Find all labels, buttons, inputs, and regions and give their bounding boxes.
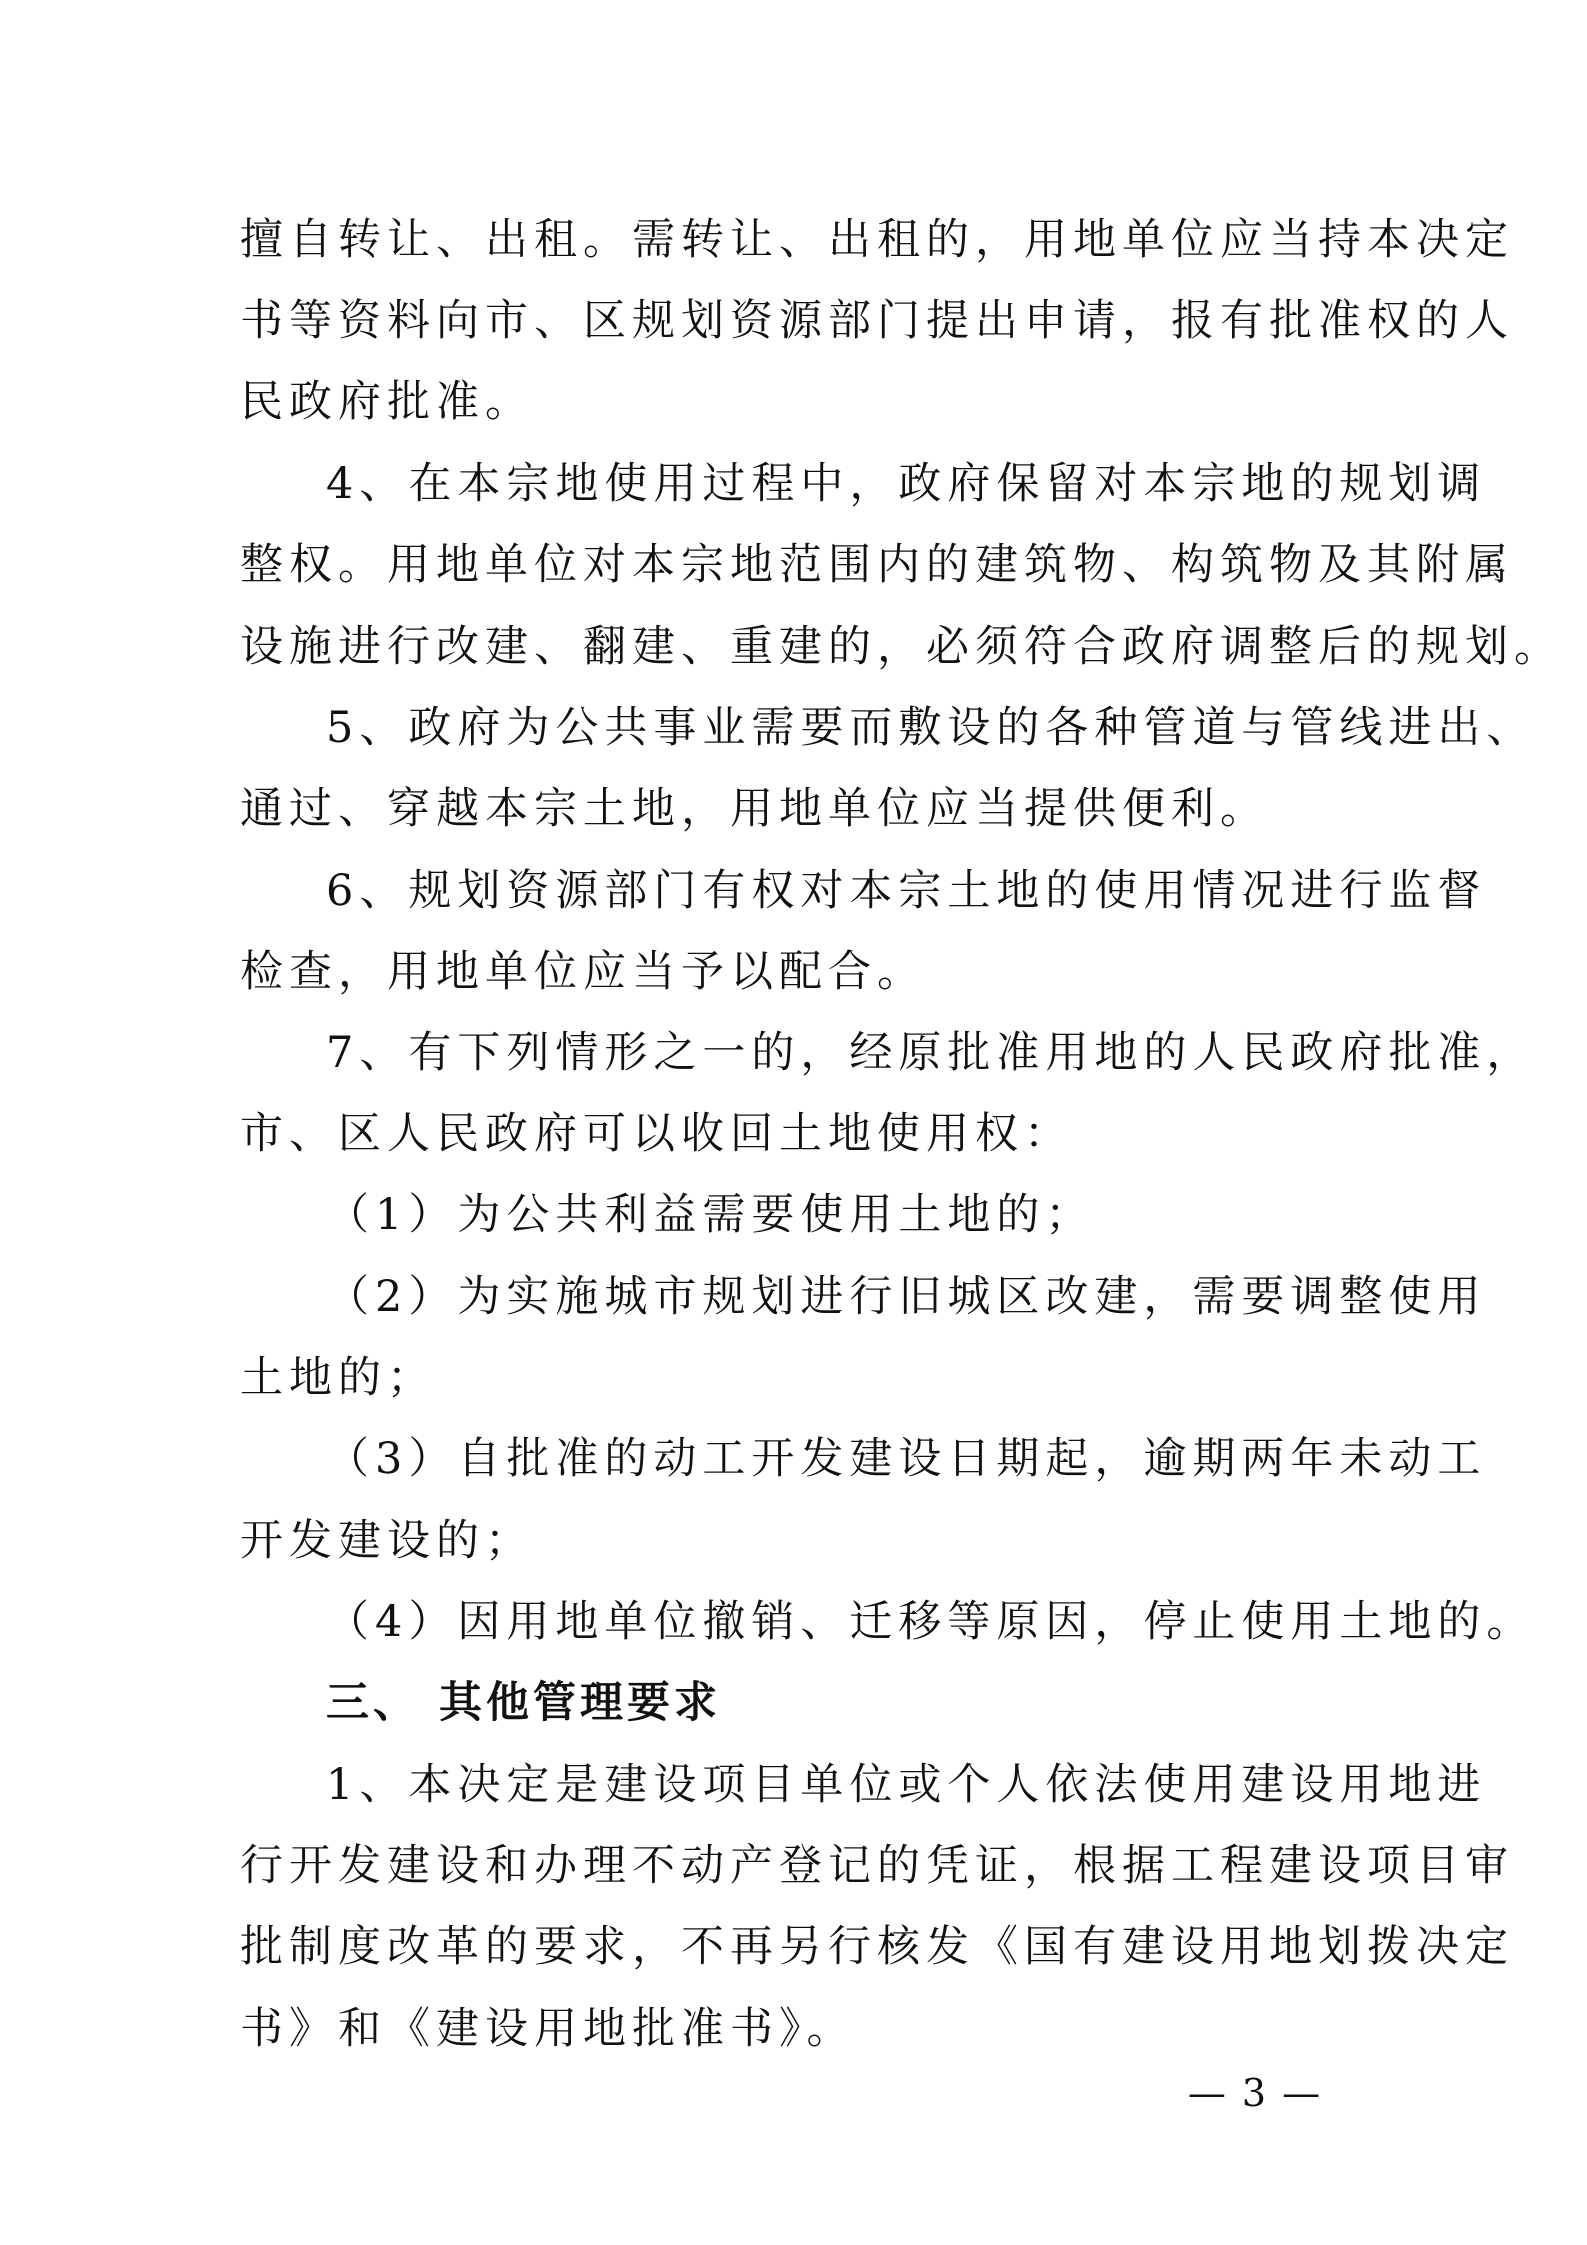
- body-line: 土地的；: [240, 1353, 436, 1403]
- body-line: 开发建设的；: [240, 1516, 534, 1566]
- body-line: 4、在本宗地使用过程中，政府保留对本宗地的规划调: [326, 459, 1487, 509]
- body-line: 书》和《建设用地批准书》。: [240, 2004, 856, 2054]
- section-heading: 三、 其他管理要求: [326, 1678, 721, 1728]
- body-line: 7、有下列情形之一的，经原批准用地的人民政府批准，: [326, 1028, 1536, 1078]
- body-line: 通过、穿越本宗土地，用地单位应当提供便利。: [240, 784, 1269, 834]
- body-line: 设施进行改建、翻建、重建的，必须符合政府调整后的规划。: [240, 622, 1563, 672]
- body-line: 检查，用地单位应当予以配合。: [240, 947, 926, 997]
- list-item: （4）因用地单位撤销、迁移等原因，停止使用土地的。: [326, 1597, 1536, 1647]
- list-item: （1）为公共利益需要使用土地的；: [326, 1190, 1095, 1240]
- body-line: 书等资料向市、区规划资源部门提出申请，报有批准权的人: [240, 296, 1514, 346]
- body-line: 民政府批准。: [240, 377, 534, 427]
- body-line: 擅自转让、出租。需转让、出租的，用地单位应当持本决定: [240, 215, 1514, 265]
- body-line: 市、区人民政府可以收回土地使用权：: [240, 1109, 1073, 1159]
- body-line: 5、政府为公共事业需要而敷设的各种管道与管线进出、: [326, 703, 1536, 753]
- body-line: 整权。用地单位对本宗地范围内的建筑物、构筑物及其附属: [240, 540, 1514, 590]
- list-item: （2）为实施城市规划进行旧城区改建，需要调整使用: [326, 1272, 1487, 1322]
- list-item: （3）自批准的动工开发建设日期起，逾期两年未动工: [326, 1434, 1487, 1484]
- body-line: 1、本决定是建设项目单位或个人依法使用建设用地进: [326, 1760, 1487, 1810]
- body-line: 批制度改革的要求，不再另行核发《国有建设用地划拨决定: [240, 1922, 1514, 1972]
- body-line: 6、规划资源部门有权对本宗土地的使用情况进行监督: [326, 866, 1487, 916]
- page-number: — 3 —: [1187, 2071, 1323, 2115]
- body-line: 行开发建设和办理不动产登记的凭证，根据工程建设项目审: [240, 1841, 1514, 1891]
